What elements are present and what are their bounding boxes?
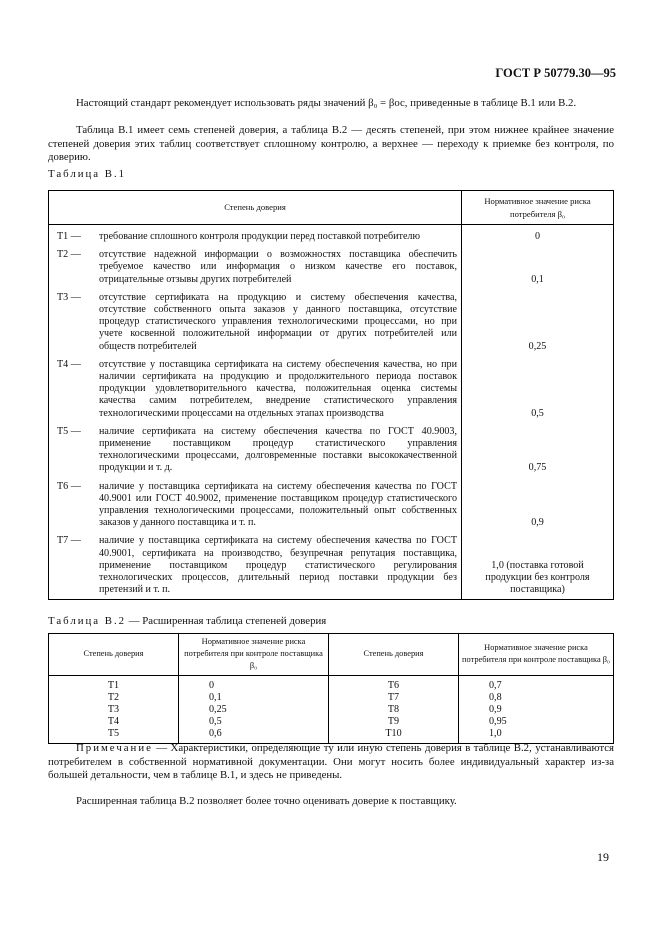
trust-description: наличие сертификата на систему обеспечения качества по ГОСТ 40.9003, применение поставщиком процедур статистического управления технологическими процессами, долговременные поставки высококачественной продукции и т. д. — [99, 425, 457, 474]
note-label: Примечание — [76, 742, 153, 754]
trust-level: Т7 — [329, 692, 459, 704]
page-number: 19 — [597, 850, 609, 864]
table-row — [49, 243, 614, 286]
table-row — [49, 225, 614, 244]
table2-caption-label: Таблица В.2 — [48, 615, 127, 627]
trust-level: Т8 — [329, 704, 459, 716]
risk-value: 0,9 — [462, 475, 614, 530]
risk-value: 0,25 — [179, 704, 329, 716]
extended-trust-table — [48, 633, 614, 744]
risk-value: 0,95 — [459, 716, 614, 728]
trust-level: Т6 — [329, 675, 459, 692]
trust-code: Т4 — — [57, 358, 81, 370]
closing-paragraph: Расширенная таблица В.2 позволяет более точно оценивать доверие к поставщику. — [76, 795, 457, 807]
note-paragraph — [48, 742, 614, 783]
trust-level: Т10 — [329, 728, 459, 743]
trust-description: отсутствие надежной информации о возможностях поставщика обеспечить требуемое качество или информация о низком качестве его поставок, отрицательные отзывы других потребителей — [99, 249, 457, 285]
risk-value: 0,5 — [462, 353, 614, 420]
trust-level: Т9 — [329, 716, 459, 728]
intro-paragraph-2: Таблица В.1 имеет семь степеней доверия, а таблица В.2 — десять степеней, при этом нижнее крайнее значение степеней доверия этих таблиц соответствует сплошному контролю, а верхнее — переходу к приемке без контроля, по доверию. — [48, 124, 614, 164]
table-row — [49, 475, 614, 530]
table-row — [49, 529, 614, 600]
trust-code: Т2 — — [57, 249, 81, 261]
trust-code: Т3 — — [57, 291, 81, 303]
table2-header-value-left: Нормативное значение риска потребителя при контроле поставщика β₀ — [179, 634, 329, 676]
risk-value: 0,8 — [459, 692, 614, 704]
trust-level: Т5 — [49, 728, 179, 743]
table2-header-value-right: Нормативное значение риска потребителя при контроле поставщика β₀ — [459, 634, 614, 676]
table-row — [49, 692, 614, 704]
table2-caption-title: — Расширенная таблица степеней доверия — [128, 615, 327, 627]
trust-level: Т4 — [49, 716, 179, 728]
risk-value: 0,25 — [462, 286, 614, 353]
trust-description: отсутствие сертификата на продукцию и систему обеспечения качества, отсутствие собственного опыта заказов у данного поставщика, отсутствие процедур статистического управления технологическими процессами, но при учете косвенной положительной информации от других потребителей или обществ потребителей — [99, 291, 457, 352]
table2-header-level-right: Степень доверия — [329, 634, 459, 676]
risk-value: 0 — [179, 675, 329, 692]
risk-value: 0,1 — [462, 243, 614, 286]
table-row — [49, 353, 614, 420]
table1-caption: Таблица В.1 — [48, 168, 127, 180]
risk-value: 0,9 — [459, 704, 614, 716]
table-row — [49, 728, 614, 743]
trust-code: Т7 — — [57, 535, 81, 547]
trust-description: отсутствие у поставщика сертификата на систему обеспечения качества, но при наличии сертификата на продукцию и продолжительного периода поставок продукции удовлетворительного качества, положительная оценка системы качества самим потребителем, внедрение статистического управления технологическими процессами на отдельных этапах производства — [99, 358, 457, 419]
trust-description: требование сплошного контроля продукции перед поставкой потребителю — [99, 231, 421, 242]
trust-description: наличие у поставщика сертификата на систему обеспечения качества по ГОСТ 40.9001, сертификата на производство, безупречная репутация поставщика, применение поставщиком процедур статистического регулирования технологических процессов, длительный период поставки продукции без претензий и т. п. — [99, 535, 457, 596]
intro-paragraph-1: Настоящий стандарт рекомендует использовать ряды значений β₀ = βос, приведенные в таблице В.1 или В.2. — [76, 97, 577, 109]
trust-code: Т1 — — [57, 231, 81, 242]
risk-value: 1,0 — [459, 728, 614, 743]
table1-header-level: Степень доверия — [49, 191, 462, 225]
table-row — [49, 704, 614, 716]
risk-value: 0,7 — [459, 675, 614, 692]
trust-code: Т5 — — [57, 425, 81, 437]
trust-level: Т3 — [49, 704, 179, 716]
table-row — [49, 286, 614, 353]
document-id: ГОСТ Р 50779.30—95 — [495, 66, 616, 80]
trust-levels-table — [48, 190, 614, 600]
risk-value: 1,0 (поставка готовой продукции без контроля поставщика) — [462, 529, 614, 600]
table-row — [49, 716, 614, 728]
table2-header-level-left: Степень доверия — [49, 634, 179, 676]
risk-value: 0,1 — [179, 692, 329, 704]
risk-value: 0,6 — [179, 728, 329, 743]
table-row — [49, 675, 614, 692]
table-row — [49, 420, 614, 475]
trust-code: Т6 — — [57, 480, 81, 492]
trust-description: наличие у поставщика сертификата на систему обеспечения качества по ГОСТ 40.9001 или ГОСТ 40.9002, применение поставщиком процедур статистического управления технологическими процессами, положительный опыт собственных заказов у данного поставщика и т. п. — [99, 480, 457, 529]
risk-value: 0,75 — [462, 420, 614, 475]
table2-caption — [48, 615, 326, 627]
risk-value: 0,5 — [179, 716, 329, 728]
trust-level: Т1 — [49, 675, 179, 692]
note-text: — Характеристики, определяющие ту или иную степень доверия в таблице В.2, устанавливаются потребителем в собственной нормативной документации. Они могут носить более индивидуальный характер из-за большей детальности, чем в таблице В.1, и здесь не приведены. — [48, 742, 614, 782]
trust-level: Т2 — [49, 692, 179, 704]
table1-header-risk: Нормативное значение риска потребителя β₀ — [462, 191, 614, 225]
risk-value: 0 — [462, 225, 614, 244]
